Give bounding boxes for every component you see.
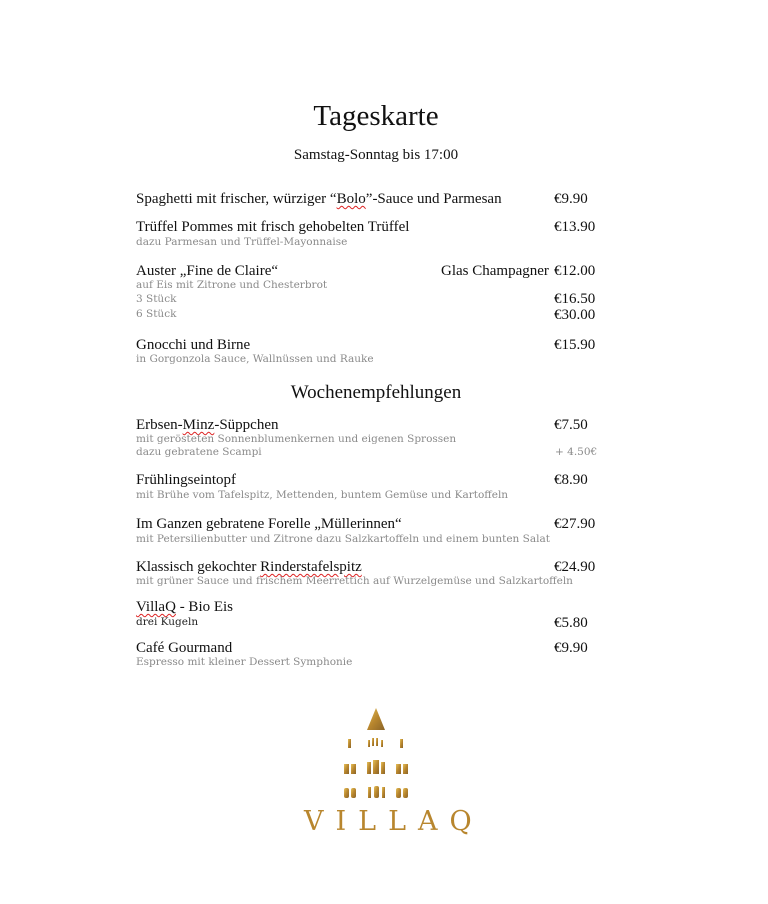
- menu-item-price: €8.90: [554, 472, 588, 488]
- menu-item-description: in Gorgonzola Sauce, Wallnüssen und Rauke: [136, 353, 374, 365]
- menu-item-description: drei Kugeln: [136, 616, 199, 628]
- menu-item-name: Trüffel Pommes mit frisch gehobelten Trüffel: [136, 219, 410, 235]
- name-part-misspelled: Bolo: [336, 191, 366, 207]
- menu-item-price: €15.90: [554, 337, 596, 353]
- name-part-misspelled: Minz: [182, 417, 215, 433]
- menu-item-price: €12.00: [554, 263, 596, 279]
- name-part: Klassisch gekochter: [136, 559, 261, 575]
- name-part-misspelled: VillaQ: [136, 599, 176, 615]
- menu-item-description: mit Brühe vom Tafelspitz, Mettenden, buntem Gemüse und Kartoffeln: [136, 489, 509, 501]
- menu-item-price: €7.50: [554, 417, 588, 433]
- name-part: ”-Sauce und Parmesan: [365, 191, 502, 207]
- menu-item-name: [136, 598, 233, 616]
- villaq-logo-text: VILLAQ: [304, 806, 484, 837]
- menu-item-name: Café Gourmand: [136, 640, 233, 656]
- menu-item-price: €24.90: [554, 559, 596, 575]
- menu-item-description: mit grüner Sauce und frischem Meerrettich auf Wurzelgemüse und Salzkartoffeln: [136, 575, 573, 587]
- menu-item-option-label: 6 Stück: [136, 308, 177, 320]
- menu-item-option-price: €30.00: [554, 307, 596, 323]
- menu-item-description: mit Petersilienbutter und Zitrone dazu Salzkartoffeln und einem bunten Salat: [136, 533, 550, 545]
- menu-item-option-label: 3 Stück: [136, 293, 177, 305]
- name-part: Erbsen-: [136, 417, 183, 433]
- page-title: Tageskarte: [313, 100, 439, 132]
- name-part: -Süppchen: [214, 417, 279, 433]
- menu-item-description: dazu Parmesan und Trüffel-Mayonnaise: [136, 236, 348, 248]
- menu-item-name: Frühlingseintopf: [136, 472, 236, 488]
- menu-item-description: Espresso mit kleiner Dessert Symphonie: [136, 656, 353, 668]
- menu-item-name: Im Ganzen gebratene Forelle „Müllerinnen“: [136, 516, 402, 532]
- name-part: Spaghetti mit frischer, würziger “: [136, 191, 337, 207]
- menu-item-name: Auster „Fine de Claire“: [136, 263, 279, 279]
- menu-item-price: €9.90: [554, 191, 588, 207]
- villaq-logo: [296, 703, 484, 843]
- menu-item-name: [136, 190, 502, 208]
- name-part: - Bio Eis: [175, 599, 234, 615]
- page-subtitle: Samstag-Sonntag bis 17:00: [293, 147, 459, 163]
- menu-item-addon-price: + 4.50€: [555, 446, 598, 458]
- menu-item-price: €27.90: [554, 516, 596, 532]
- menu-item-description: mit gerösteten Sonnenblumenkernen und eigenen Sprossen: [136, 433, 457, 445]
- menu-item-extra: Glas Champagner: [441, 263, 549, 279]
- menu-item-description: auf Eis mit Zitrone und Chesterbrot: [136, 279, 328, 291]
- menu-item-price: €13.90: [554, 219, 596, 235]
- menu-item-price: €9.90: [554, 640, 588, 656]
- menu-item-price: €5.80: [554, 615, 588, 631]
- menu-item-description: dazu gebratene Scampi: [136, 446, 262, 458]
- section-heading: Wochenempfehlungen: [290, 382, 462, 403]
- name-part-misspelled: Rinderstafelspitz: [260, 559, 362, 575]
- menu-item-option-price: €16.50: [554, 291, 596, 307]
- menu-item-name: Gnocchi und Birne: [136, 337, 251, 353]
